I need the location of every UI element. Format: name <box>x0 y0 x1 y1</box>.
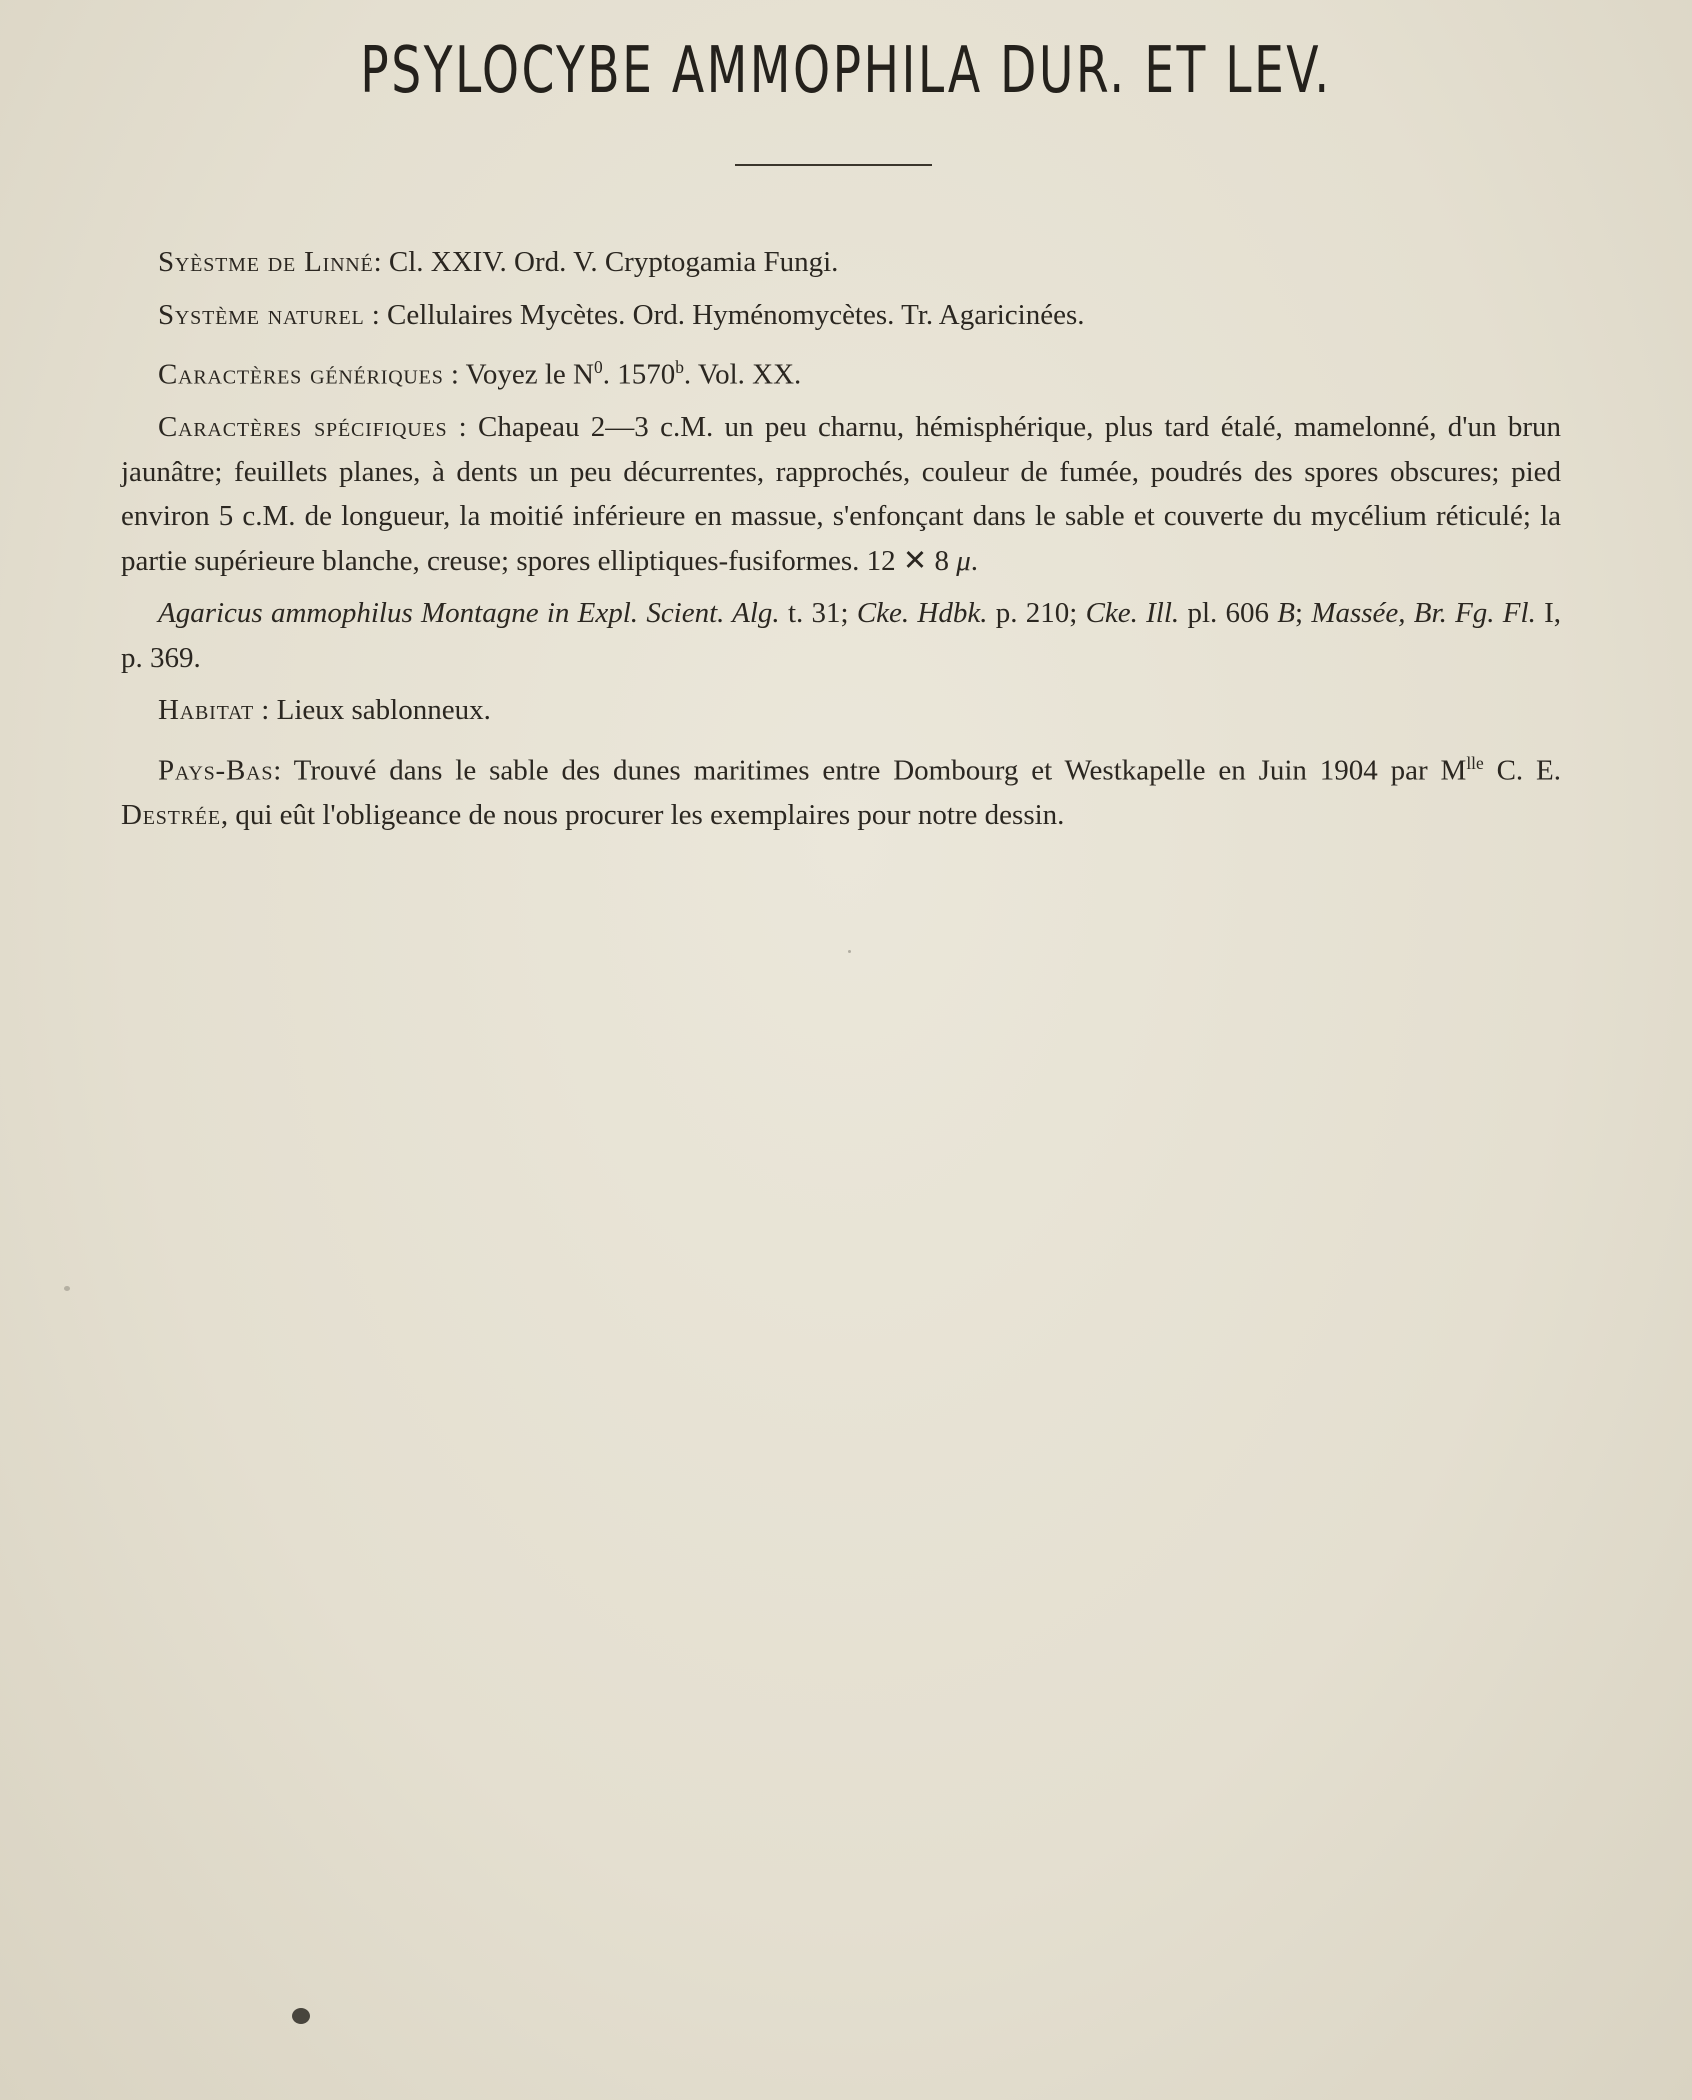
page-title: PSYLOCYBE AMMOPHILA DUR. ET LEV. <box>360 34 1332 108</box>
ref-massee: Massée, Br. Fg. Fl. <box>1311 597 1536 630</box>
text-caracteres-specifiques: : Chapeau 2—3 c.M. un peu charnu, hémisphérique, plus tard étalé, mamelonné, d'un brun jaunâtre; feuillets planes, à dents un peu décurrentes, rapprochés, couleur de fumée, poudrés des spores obscures; pied environ 5 c.M. de longueur, la moitié inférieure en massue, s'enfonçant dans le sable et couverte du mycélium réticulé; la partie supérieure blanche, creuse; spores elliptiques-fusiformes. 12 ✕ 8 <box>121 411 1561 577</box>
ref-text-1: t. 31; <box>779 597 857 630</box>
paper-speck <box>64 1286 70 1291</box>
label-caracteres-generiques: Caractères génériques <box>158 358 444 391</box>
ref-montagne: Agaricus ammophilus Montagne in Expl. Scient. Alg. <box>158 597 780 630</box>
text-specifiques-end: . <box>970 544 979 577</box>
paragraph-systeme-linne <box>121 240 1561 285</box>
paragraph-references <box>121 591 1561 680</box>
text-generiques-a: : Voyez le N <box>443 358 594 391</box>
label-systeme-linne: Syèstme de Linné <box>158 246 374 278</box>
text-pays-bas-a: : Trouvé dans le sable des dunes maritimes entre Dombourg et Westkapelle en Juin 1904 par M <box>273 754 1467 787</box>
ref-text-3: pl. 606 <box>1179 597 1278 630</box>
ref-text-5: I, p. 369. <box>121 597 1561 674</box>
text-systeme-naturel: : Cellulaires Mycètes. Ord. Hyménomycètes. Tr. Agaricinées. <box>364 298 1085 331</box>
name-destree: Destrée <box>121 798 221 831</box>
text-habitat: : Lieux sablonneux. <box>254 694 491 727</box>
label-systeme-naturel: Système naturel <box>158 298 365 331</box>
paragraph-systeme-naturel <box>121 293 1561 338</box>
ref-plate-letter: B <box>1277 597 1295 630</box>
unit-mu: μ <box>956 544 971 577</box>
text-pays-bas-b: C. E. <box>1483 754 1562 787</box>
label-caracteres-specifiques: Caractères spécifiques <box>158 411 448 444</box>
text-generiques-c: . Vol. XX. <box>683 358 802 391</box>
ref-cke-hdbk: Cke. Hdbk. <box>856 597 988 630</box>
paper-speck <box>848 950 851 953</box>
text-generiques-b: . 1570 <box>602 358 676 391</box>
paragraph-caracteres-generiques <box>121 345 1561 397</box>
description-body <box>121 240 1561 845</box>
ref-cke-ill: Cke. Ill. <box>1085 597 1180 630</box>
text-systeme-linne: : Cl. XXIV. Ord. V. Cryptogamia Fungi. <box>373 246 839 278</box>
ref-text-4: ; <box>1294 597 1312 630</box>
paragraph-habitat <box>121 688 1561 733</box>
title-divider <box>735 164 932 166</box>
paragraph-pays-bas <box>121 741 1561 838</box>
text-pays-bas-c: , qui eût l'obligeance de nous procurer les exemplaires pour notre dessin. <box>220 798 1065 831</box>
paragraph-caracteres-specifiques <box>121 405 1561 583</box>
sup-mlle: lle <box>1466 752 1484 773</box>
sup-generiques-a: 0 <box>593 357 603 377</box>
ink-spot <box>292 2008 310 2024</box>
sup-generiques-b: b <box>675 357 684 377</box>
label-pays-bas: Pays-Bas <box>158 754 274 787</box>
ref-text-2: p. 210; <box>987 597 1086 630</box>
label-habitat: Habitat <box>158 694 255 727</box>
